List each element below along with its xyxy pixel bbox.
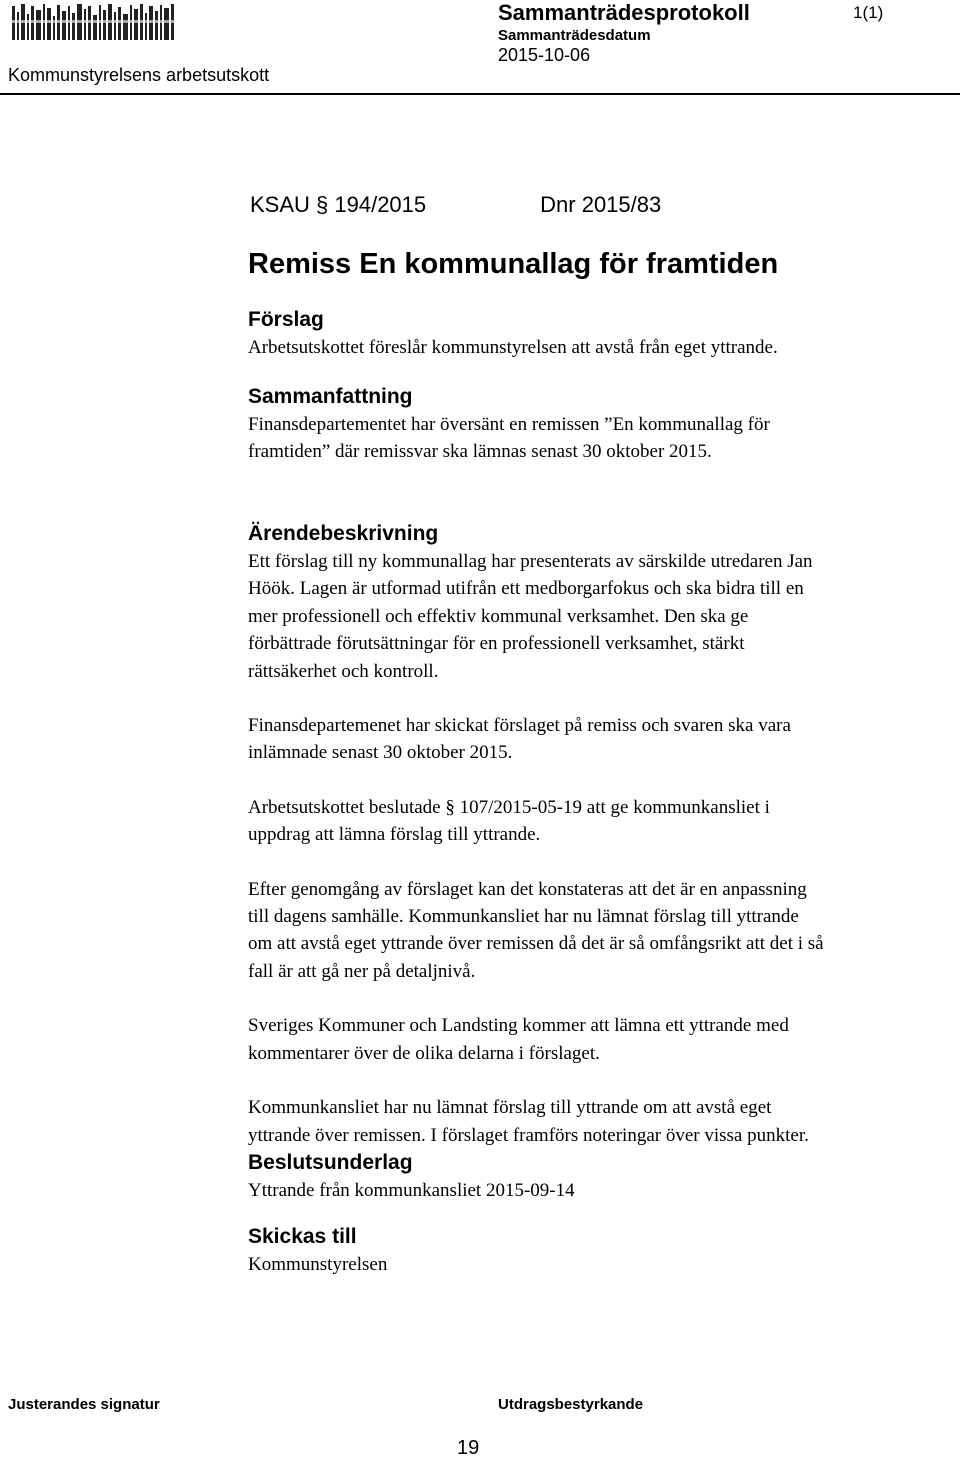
text-line: inlämnade senast 30 oktober 2015. <box>248 742 513 764</box>
text-line: Sveriges Kommuner och Landsting kommer att lämna ett yttrande med <box>248 1015 789 1037</box>
meeting-date-label: Sammanträdesdatum <box>498 27 651 44</box>
section-text: Yttrande från kommunkansliet 2015-09-14 <box>248 1180 575 1201</box>
paragraph <box>248 548 938 685</box>
section-skickas-till <box>248 1223 938 1278</box>
text-line: Arbetsutskottet beslutade § 107/2015-05-19 att ge kommunkansliet i <box>248 796 770 818</box>
case-reference <box>250 192 661 218</box>
text-line: Ett förslag till ny kommunallag har presenterats av särskilde utredaren Jan <box>248 551 813 572</box>
page-count: 1(1) <box>853 3 884 22</box>
paragraph <box>248 794 938 849</box>
diary-number: Dnr 2015/83 <box>540 192 662 217</box>
paragraph <box>248 712 938 767</box>
meeting-date-value: 2015-10-06 <box>498 45 591 65</box>
text-line: Efter genomgång av förslaget kan det konstateras att det är en anpassning <box>248 878 807 900</box>
section-text <box>248 411 938 466</box>
section-text: Arbetsutskottet föreslår kommunstyrelsen att avstå från eget yttrande. <box>248 337 778 358</box>
text-line: mer professionell och effektiv kommunal verksamhet. Den ska ge <box>248 605 749 627</box>
header-divider <box>0 93 960 95</box>
text-line: till dagens samhälle. Kommunkansliet har nu lämnat förslag till yttrande <box>248 906 799 928</box>
committee-name: Kommunstyrelsens arbetsutskott <box>8 65 270 85</box>
text-line: framtiden” där remissvar ska lämnas senast 30 oktober 2015. <box>248 441 712 463</box>
page-title: Remiss En kommunallag för framtiden <box>248 248 779 280</box>
paragraph <box>248 1094 938 1149</box>
section-heading: Sammanfattning <box>248 385 413 408</box>
section-text: Kommunstyrelsen <box>248 1254 388 1275</box>
page-number: 19 <box>457 1437 480 1459</box>
text-line: om att avstå eget yttrande över remissen då det är så omfångsrikt att det i så <box>248 933 824 955</box>
text-line: yttrande över remissen. I förslaget framförs noteringar över vissa punkter. <box>248 1124 809 1146</box>
signature-label: Justerandes signatur <box>8 1396 160 1413</box>
paragraph <box>248 876 938 986</box>
section-sammanfattning <box>248 383 938 466</box>
section-forslag <box>248 306 938 361</box>
text-line: fall är att gå ner på detaljnivå. <box>248 960 476 982</box>
text-line: rättsäkerhet och kontroll. <box>248 660 439 682</box>
section-heading: Förslag <box>248 308 324 331</box>
text-line: Finansdepartemenet har skickat förslaget på remiss och svaren ska vara <box>248 715 791 737</box>
certification-label: Utdragsbestyrkande <box>498 1396 644 1413</box>
text-line: Finansdepartementet har översänt en remissen ”En kommunallag för <box>248 414 770 435</box>
text-line: Höök. Lagen är utformad utifrån ett medborgarfokus och ska bidra till en <box>248 578 804 600</box>
text-line: förbättrade förutsättningar för en professionell verksamhet, stärkt <box>248 633 745 655</box>
section-heading: Skickas till <box>248 1225 357 1248</box>
section-beslutsunderlag <box>248 1149 938 1204</box>
section-arendebeskrivning <box>248 520 938 1149</box>
section-heading: Ärendebeskrivning <box>248 522 439 545</box>
text-line: Kommunkansliet har nu lämnat förslag till yttrande om att avstå eget <box>248 1097 772 1119</box>
text-line: kommentarer över de olika delarna i förslaget. <box>248 1042 600 1064</box>
text-line: uppdrag att lämna förslag till yttrande. <box>248 824 541 846</box>
municipality-logo <box>10 2 178 42</box>
paragraph <box>248 1012 938 1067</box>
document-type-title: Sammanträdesprotokoll <box>498 0 750 25</box>
section-heading: Beslutsunderlag <box>248 1151 413 1174</box>
case-number: KSAU § 194/2015 <box>250 192 427 217</box>
